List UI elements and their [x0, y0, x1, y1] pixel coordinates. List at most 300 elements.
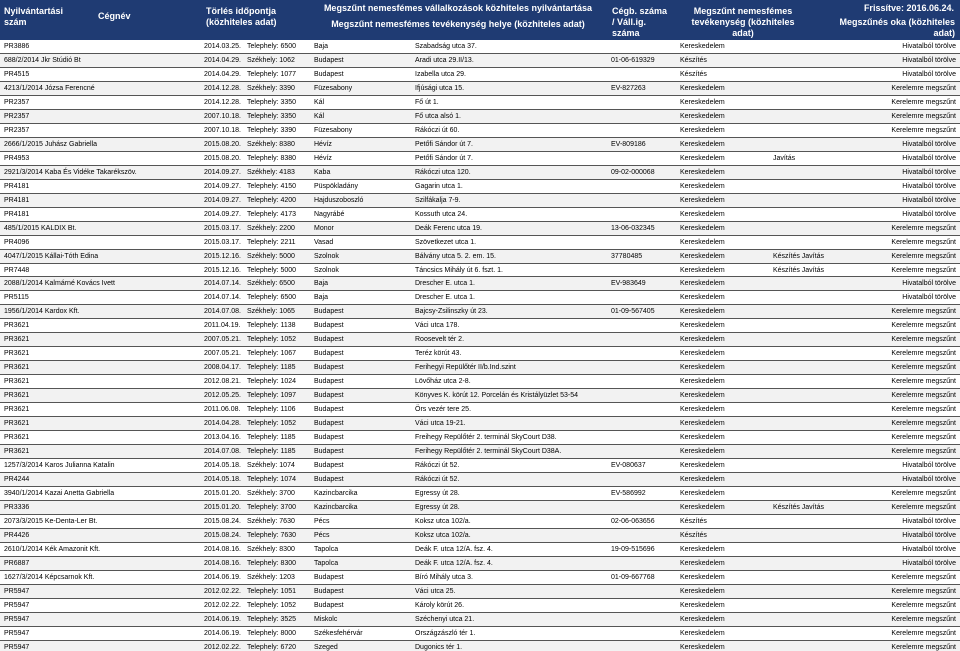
cell-reg: PR2357 — [4, 126, 30, 134]
cell-site: Telephely: 1138 — [247, 322, 296, 330]
cell-reg: PR3621 — [4, 350, 30, 358]
cell-city: Tapolca — [314, 559, 339, 567]
cell-city: Budapest — [314, 476, 344, 484]
cell-act: Kereskedelem — [680, 224, 725, 232]
cell-date: 2007.05.21. — [204, 336, 241, 344]
cell-act: Kereskedelem — [680, 308, 725, 316]
cell-reg: PR2357 — [4, 98, 30, 106]
table-row — [0, 613, 960, 627]
cell-act: Kereskedelem — [680, 196, 725, 204]
cell-site: Telephely: 4173 — [247, 210, 297, 218]
cell-date: 2014.04.28. — [204, 420, 241, 428]
table-row — [0, 501, 960, 515]
cell-city: Vasad — [314, 238, 334, 246]
cell-act: Kereskedelem — [680, 322, 725, 330]
cell-addr: Fő utca alsó 1. — [415, 112, 461, 120]
cell-act: Kereskedelem — [680, 84, 725, 92]
cell-reg: PR5947 — [4, 643, 30, 651]
cell-act: Kereskedelem — [680, 252, 725, 260]
table-row — [0, 599, 960, 613]
cell-reg: 1257/3/2014 Karos Julianna Katalin — [4, 462, 115, 470]
cell-date: 2015.08.20. — [204, 140, 241, 148]
table-row — [0, 417, 960, 431]
cell-site: Székhely: 2200 — [247, 224, 295, 232]
cell-city: Nagyrábé — [314, 210, 345, 218]
cell-reg: PR3621 — [4, 434, 30, 442]
cell-reg: 2666/1/2015 Juhász Gabriella — [4, 140, 98, 148]
cell-reason: Kerelemre megszűnt — [891, 406, 956, 414]
cell-addr: Teréz körút 43. — [415, 350, 462, 358]
cell-addr: Petőfi Sándor út 7. — [415, 140, 473, 148]
cell-cid: EV-983649 — [611, 280, 646, 288]
table-row — [0, 529, 960, 543]
cell-addr: Örs vezér tere 25. — [415, 406, 472, 414]
cell-reason: Kerelemre megszűnt — [891, 350, 956, 358]
cell-reason: Kerelemre megszűnt — [891, 336, 956, 344]
cell-site: Telephely: 3525 — [247, 615, 297, 623]
cell-reg: PR4181 — [4, 210, 30, 218]
table-row — [0, 459, 960, 473]
cell-date: 2014.09.27. — [204, 210, 241, 218]
cell-reason: Hivatalból törölve — [902, 70, 956, 78]
cell-reg: PR3621 — [4, 364, 30, 372]
cell-act: Kereskedelem — [680, 392, 725, 400]
cell-date: 2007.10.18. — [204, 126, 241, 134]
cell-cid: EV-080637 — [611, 462, 646, 470]
cell-site: Székhely: 8380 — [247, 140, 295, 148]
cell-reg: 4213/1/2014 Józsa Ferencné — [4, 84, 95, 92]
cell-date: 2015.03.17. — [204, 224, 241, 232]
cell-site: Székhely: 5000 — [247, 252, 295, 260]
cell-city: Baja — [314, 43, 329, 50]
cell-addr: Fő út 1. — [415, 98, 439, 106]
cell-reg: PR3621 — [4, 448, 30, 456]
cell-city: Kaba — [314, 168, 331, 176]
cell-act: Kereskedelem — [680, 503, 725, 511]
cell-reg: PR3621 — [4, 420, 30, 428]
cell-city: Budapest — [314, 462, 344, 470]
cell-date: 2014.07.14. — [204, 280, 241, 288]
cell-date: 2014.08.16. — [204, 545, 241, 553]
cell-city: Füzesabony — [314, 126, 353, 134]
header-location: Megszűnt nemesfémes tevékenység helye (közhiteles adat) — [331, 19, 585, 29]
cell-act: Kereskedelem — [680, 294, 725, 302]
cell-act: Kereskedelem — [680, 462, 725, 470]
cell-date: 2014.06.19. — [204, 629, 241, 637]
table-header — [0, 0, 960, 40]
cell-reg: PR5947 — [4, 601, 30, 609]
cell-cid: 13-06-032345 — [611, 224, 655, 232]
cell-date: 2015.12.16. — [204, 266, 241, 274]
header-deletion-date: Törlés időpontja (közhiteles adat) — [206, 6, 277, 27]
header-reason: Megszűnés oka (közhiteles adat) — [839, 17, 955, 38]
cell-reason: Kerelemre megszűnt — [891, 434, 956, 442]
cell-date: 2012.05.25. — [204, 392, 241, 400]
cell-reason: Hivatalból törölve — [902, 462, 956, 470]
cell-act: Kereskedelem — [680, 587, 725, 595]
cell-act: Kereskedelem — [680, 406, 725, 414]
cell-site: Telephely: 1067 — [247, 350, 297, 358]
cell-addr: Koksz utca 102/a. — [415, 517, 471, 525]
table-row — [0, 110, 960, 124]
cell-date: 2014.04.29. — [204, 56, 241, 64]
cell-cid: EV-827263 — [611, 84, 646, 92]
cell-act: Kereskedelem — [680, 126, 725, 134]
table-row — [0, 180, 960, 194]
cell-site: Telephely: 6500 — [247, 43, 297, 50]
cell-city: Szolnok — [314, 252, 339, 260]
header-updated: Frissítve: 2016.06.24. — [863, 3, 954, 13]
cell-cid: 02-06-063656 — [611, 517, 655, 525]
cell-reg: 4047/1/2015 Kállai-Tóth Edina — [4, 252, 99, 260]
cell-addr: Könyves K. körút 12. Porcelán és Kristályüzlet 53-54 — [415, 392, 579, 400]
cell-act2: Készítés Javítás — [773, 503, 824, 511]
cell-date: 2014.05.18. — [204, 462, 241, 470]
cell-reason: Hivatalból törölve — [902, 517, 956, 525]
cell-addr: Lövőház utca 2-8. — [415, 378, 471, 386]
cell-act: Kereskedelem — [680, 643, 725, 651]
cell-addr: Deák Ferenc utca 19. — [415, 224, 482, 232]
cell-site: Székhely: 4183 — [247, 168, 295, 176]
table-row — [0, 431, 960, 445]
cell-act: Kereskedelem — [680, 615, 725, 623]
cell-act: Készítés — [680, 70, 707, 78]
cell-addr: Ferihegy Repülőtér 2. terminál SkyCourt D38A. — [415, 448, 562, 456]
cell-reg: PR4953 — [4, 154, 30, 162]
table-row — [0, 445, 960, 459]
table-row — [0, 152, 960, 166]
cell-addr: Kossuth utca 24. — [415, 210, 468, 218]
cell-city: Budapest — [314, 70, 344, 78]
cell-addr: Aradi utca 29.II/13. — [415, 56, 474, 64]
cell-act2: Készítés Javítás — [773, 252, 824, 260]
cell-city: Budapest — [314, 448, 344, 456]
cell-addr: Deák F. utca 12/A. fsz. 4. — [415, 559, 493, 567]
cell-site: Telephely: 1185 — [247, 364, 296, 372]
cell-act: Készítés — [680, 56, 707, 64]
cell-date: 2014.07.14. — [204, 294, 241, 302]
cell-reg: 2088/1/2014 Kalmárné Kovács Ivett — [4, 280, 115, 288]
cell-date: 2012.02.22. — [204, 643, 241, 651]
table-row — [0, 375, 960, 389]
cell-reason: Kerelemre megszűnt — [891, 126, 956, 134]
cell-city: Budapest — [314, 336, 344, 344]
cell-act: Kereskedelem — [680, 364, 725, 372]
cell-addr: Egressy út 28. — [415, 503, 460, 511]
cell-act: Kereskedelem — [680, 434, 725, 442]
cell-addr: Drescher E. utca 1. — [415, 280, 475, 288]
cell-act: Kereskedelem — [680, 448, 725, 456]
cell-date: 2015.01.20. — [204, 490, 241, 497]
cell-site: Telephely: 1024 — [247, 378, 297, 386]
cell-reason: Kerelemre megszűnt — [891, 503, 956, 511]
cell-site: Telephely: 8300 — [247, 559, 297, 567]
cell-addr: Táncsics Mihály út 6. fszt. 1. — [415, 266, 503, 274]
table-row — [0, 347, 960, 361]
table-body — [0, 40, 960, 651]
cell-addr: Petőfi Sándor út 7. — [415, 154, 473, 162]
cell-reg: PR4181 — [4, 182, 30, 190]
header-company-name: Cégnév — [98, 11, 131, 21]
cell-city: Miskolc — [314, 615, 338, 623]
cell-addr: Rákóczi út 52. — [415, 462, 460, 470]
cell-act: Kereskedelem — [680, 573, 725, 581]
cell-act: Kereskedelem — [680, 182, 725, 190]
cell-site: Telephely: 1052 — [247, 420, 297, 428]
cell-act: Kereskedelem — [680, 629, 725, 637]
cell-city: Székesfehérvár — [314, 629, 363, 637]
cell-act: Kereskedelem — [680, 476, 725, 484]
cell-date: 2008.04.17. — [204, 364, 241, 372]
table-row — [0, 403, 960, 417]
header-company-id: Cégb. száma / Váll.ig. száma — [612, 6, 668, 38]
table-row — [0, 222, 960, 236]
cell-reason: Hivatalból törölve — [902, 168, 956, 176]
cell-site: Telephely: 1106 — [247, 406, 296, 414]
cell-date: 2014.09.27. — [204, 182, 241, 190]
cell-cid: EV-586992 — [611, 490, 646, 497]
cell-addr: Szövetkezet utca 1. — [415, 238, 477, 246]
cell-reason: Hivatalból törölve — [902, 476, 956, 484]
cell-site: Telephely: 1052 — [247, 336, 297, 344]
cell-act: Kereskedelem — [680, 378, 725, 386]
cell-city: Szeged — [314, 643, 338, 651]
cell-date: 2015.12.16. — [204, 252, 241, 260]
cell-date: 2011.06.08. — [204, 406, 241, 414]
cell-reg: PR7448 — [4, 266, 30, 274]
header-title: Megszűnt nemesfémes vállalkozások közhiteles nyilvántartása — [323, 3, 593, 13]
cell-reason: Kerelemre megszűnt — [891, 266, 956, 274]
cell-act: Kereskedelem — [680, 238, 725, 246]
cell-addr: Deák F. utca 12/A. fsz. 4. — [415, 545, 493, 553]
cell-act: Kereskedelem — [680, 420, 725, 428]
table-row — [0, 166, 960, 180]
cell-addr: Bálvány utca 5. 2. em. 15. — [415, 252, 496, 260]
cell-reg: PR4096 — [4, 238, 30, 246]
cell-addr: Rákóczi utca 120. — [415, 168, 471, 176]
cell-site: Székhely: 7630 — [247, 517, 295, 525]
table-row — [0, 515, 960, 529]
cell-site: Telephely: 8380 — [247, 154, 297, 162]
cell-date: 2014.12.28. — [204, 84, 241, 92]
table-row — [0, 319, 960, 333]
cell-cid: EV-809186 — [611, 140, 646, 148]
cell-reg: 2073/3/2015 Ke-Denta-Ler Bt. — [4, 517, 98, 525]
cell-city: Budapest — [314, 434, 344, 442]
cell-act: Kereskedelem — [680, 98, 725, 106]
cell-reason: Kerelemre megszűnt — [891, 587, 956, 595]
table-row — [0, 96, 960, 110]
cell-site: Telephely: 5000 — [247, 266, 297, 274]
cell-addr: Rákóczi út 60. — [415, 126, 460, 134]
cell-city: Kazincbarcika — [314, 490, 358, 497]
cell-city: Püspökladány — [314, 182, 358, 190]
cell-date: 2014.04.29. — [204, 70, 241, 78]
cell-reason: Hivatalból törölve — [902, 196, 956, 204]
cell-city: Pécs — [314, 517, 330, 525]
cell-act: Kereskedelem — [680, 210, 725, 218]
cell-date: 2013.04.16. — [204, 434, 241, 442]
cell-addr: Váci utca 178. — [415, 322, 460, 330]
cell-act: Kereskedelem — [680, 168, 725, 176]
cell-reason: Kerelemre megszűnt — [891, 392, 956, 400]
cell-reason: Kerelemre megszűnt — [891, 98, 956, 106]
cell-city: Hajduszoboszló — [314, 196, 364, 204]
cell-reg: PR4244 — [4, 476, 30, 484]
cell-act: Kereskedelem — [680, 545, 725, 553]
cell-city: Budapest — [314, 364, 344, 372]
cell-city: Kazincbarcika — [314, 503, 358, 511]
cell-reg: 3940/1/2014 Kazai Anetta Gabriella — [4, 490, 115, 497]
table-row — [0, 236, 960, 250]
cell-reason: Kerelemre megszűnt — [891, 448, 956, 456]
table-row — [0, 54, 960, 68]
cell-site: Telephely: 4150 — [247, 182, 297, 190]
cell-site: Székhely: 1062 — [247, 56, 295, 64]
cell-reg: PR5115 — [4, 294, 29, 302]
cell-act: Kereskedelem — [680, 266, 725, 274]
cell-act2: Javítás — [773, 154, 796, 162]
cell-reason: Kerelemre megszűnt — [891, 112, 956, 120]
cell-cid: 09-02-000068 — [611, 168, 655, 176]
table-row — [0, 361, 960, 375]
cell-addr: Koksz utca 102/a. — [415, 531, 471, 539]
table-row — [0, 40, 960, 54]
cell-reason: Kerelemre megszűnt — [891, 601, 956, 609]
cell-reg: PR3621 — [4, 406, 30, 414]
table-row — [0, 264, 960, 278]
table-row — [0, 585, 960, 599]
cell-reason: Hivatalból törölve — [902, 210, 956, 218]
cell-city: Hévíz — [314, 154, 332, 162]
cell-date: 2015.08.20. — [204, 154, 241, 162]
cell-site: Telephely: 4200 — [247, 196, 297, 204]
cell-addr: Károly körút 26. — [415, 601, 465, 609]
cell-reg: PR3621 — [4, 392, 30, 400]
cell-city: Hévíz — [314, 140, 332, 148]
table-row — [0, 250, 960, 264]
cell-site: Telephely: 1074 — [247, 476, 297, 484]
cell-date: 2014.06.19. — [204, 573, 241, 581]
table-row — [0, 473, 960, 487]
cell-city: Kál — [314, 112, 325, 120]
cell-site: Telephely: 3350 — [247, 112, 297, 120]
cell-city: Budapest — [314, 56, 344, 64]
cell-act: Kereskedelem — [680, 490, 725, 497]
cell-site: Telephely: 3390 — [247, 126, 297, 134]
cell-addr: Izabella utca 29. — [415, 70, 466, 78]
cell-act: Kereskedelem — [680, 350, 725, 358]
cell-reg: PR4181 — [4, 196, 30, 204]
cell-date: 2007.05.21. — [204, 350, 241, 358]
cell-site: Székhely: 1065 — [247, 308, 295, 316]
cell-date: 2014.05.18. — [204, 476, 241, 484]
cell-addr: Váci utca 19-21. — [415, 420, 466, 428]
cell-date: 2014.09.27. — [204, 196, 241, 204]
cell-city: Budapest — [314, 601, 344, 609]
table-row — [0, 124, 960, 138]
cell-act: Kereskedelem — [680, 154, 725, 162]
cell-reason: Kerelemre megszűnt — [891, 378, 956, 386]
cell-addr: Gagarin utca 1. — [415, 182, 463, 190]
table-row — [0, 487, 960, 501]
cell-reg: PR2357 — [4, 112, 30, 120]
table-row — [0, 543, 960, 557]
cell-reason: Kerelemre megszűnt — [891, 238, 956, 246]
cell-date: 2014.06.19. — [204, 615, 241, 623]
cell-cid: 01-09-567405 — [611, 308, 655, 316]
cell-city: Budapest — [314, 406, 344, 414]
table-row — [0, 208, 960, 222]
cell-date: 2015.03.17. — [204, 238, 241, 246]
cell-reason: Hivatalból törölve — [902, 280, 956, 288]
cell-addr: Váci utca 25. — [415, 587, 456, 595]
cell-site: Telephely: 1051 — [247, 587, 297, 595]
table-row — [0, 557, 960, 571]
cell-city: Budapest — [314, 392, 344, 400]
cell-addr: Bajcsy-Zsilinszky út 23. — [415, 308, 488, 316]
cell-act: Kereskedelem — [680, 43, 725, 50]
cell-act: Kereskedelem — [680, 601, 725, 609]
cell-date: 2015.08.24. — [204, 531, 241, 539]
cell-act: Kereskedelem — [680, 280, 725, 288]
cell-cid: 01-06-619329 — [611, 56, 655, 64]
cell-act: Kereskedelem — [680, 336, 725, 344]
cell-date: 2015.01.20. — [204, 503, 241, 511]
cell-city: Budapest — [314, 322, 344, 330]
cell-reason: Kerelemre megszűnt — [891, 252, 956, 260]
cell-reg: PR5947 — [4, 587, 30, 595]
cell-addr: Dugonics tér 1. — [415, 643, 463, 651]
cell-reason: Kerelemre megszűnt — [891, 629, 956, 637]
cell-site: Telephely: 1185 — [247, 434, 296, 442]
cell-city: Budapest — [314, 587, 344, 595]
cell-reason: Kerelemre megszűnt — [891, 615, 956, 623]
cell-site: Székhely: 8300 — [247, 545, 295, 553]
cell-reg: 688/2/2014 Jkr Stúdió Bt — [4, 56, 81, 64]
cell-date: 2015.08.24. — [204, 517, 241, 525]
cell-reg: PR4426 — [4, 531, 30, 539]
cell-reg: PR3621 — [4, 322, 30, 330]
cell-addr: Szilfákalja 7-9. — [415, 196, 461, 204]
cell-reason: Hivatalból törölve — [902, 559, 956, 567]
cell-reason: Kerelemre megszűnt — [891, 490, 956, 497]
cell-site: Székhely: 1203 — [247, 573, 295, 581]
cell-city: Szolnok — [314, 266, 339, 274]
cell-reg: 1956/1/2014 Kardox Kft. — [4, 308, 80, 316]
table-row — [0, 305, 960, 319]
cell-date: 2012.08.21. — [204, 378, 241, 386]
cell-date: 2014.09.27. — [204, 168, 241, 176]
cell-date: 2007.10.18. — [204, 112, 241, 120]
cell-site: Székhely: 3700 — [247, 490, 295, 497]
cell-addr: Roosevelt tér 2. — [415, 336, 465, 344]
cell-addr: Drescher E. utca 1. — [415, 294, 475, 302]
cell-reg: 1627/3/2014 Képcsarnok Kft. — [4, 573, 95, 581]
cell-addr: Ifjúsági utca 15. — [415, 84, 465, 92]
cell-reg: PR3336 — [4, 503, 30, 511]
cell-reason: Kerelemre megszűnt — [891, 364, 956, 372]
cell-city: Budapest — [314, 378, 344, 386]
cell-reason: Hivatalból törölve — [902, 56, 956, 64]
cell-cid: 01-09-667768 — [611, 573, 655, 581]
cell-city: Monor — [314, 224, 334, 232]
cell-site: Székhely: 1074 — [247, 462, 295, 470]
cell-date: 2014.07.08. — [204, 308, 241, 316]
header-activity: Megszűnt nemesfémes tevékenység (közhiteles adat) — [691, 6, 795, 38]
cell-city: Kál — [314, 98, 325, 106]
cell-site: Székhely: 6500 — [247, 280, 295, 288]
